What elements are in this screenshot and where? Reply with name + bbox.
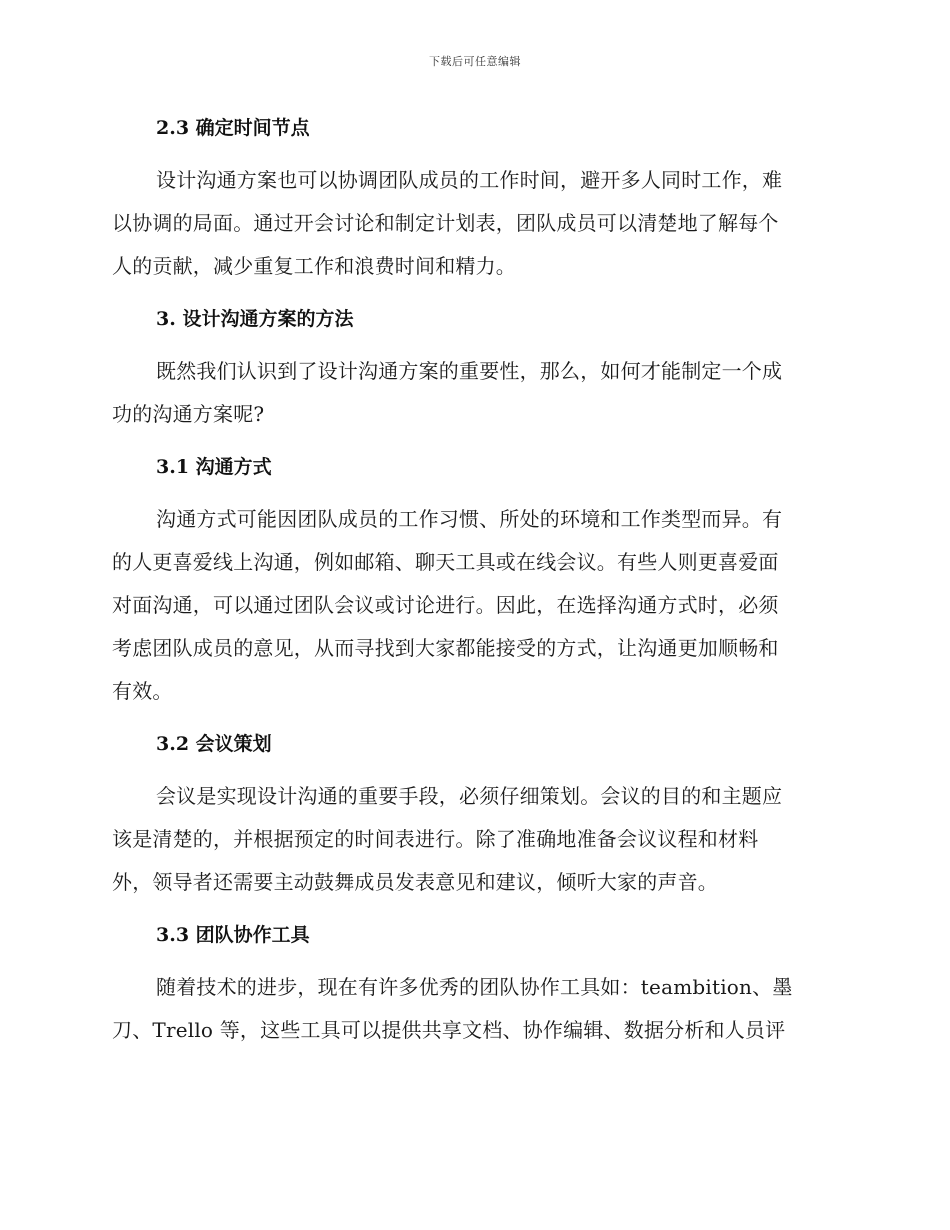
section-heading-3-1: 3.1 沟通方式 xyxy=(156,456,272,478)
paragraph-line: 以协调的局面。通过开会讨论和制定计划表，团队成员可以清楚地了解每个 xyxy=(112,211,779,235)
paragraph-2-3 xyxy=(112,159,830,288)
paragraph-line: 人的贡献，减少重复工作和浪费时间和精力。 xyxy=(112,254,516,278)
header-note: 下载后可任意编辑 xyxy=(429,55,521,68)
paragraph-line: 沟通方式可能因团队成员的工作习惯、所处的环境和工作类型而异。有 xyxy=(156,507,783,531)
paragraph-line: 有效。 xyxy=(112,679,173,703)
section-heading-3: 3. 设计沟通方案的方法 xyxy=(156,308,354,330)
paragraph-line: 会议是实现设计沟通的重要手段，必须仔细策划。会议的目的和主题应 xyxy=(156,784,783,808)
section-heading-2-3: 2.3 确定时间节点 xyxy=(156,117,310,139)
paragraph-line: 功的沟通方案呢? xyxy=(112,402,265,426)
paragraph-line: 刀、Trello 等，这些工具可以提供共享文档、协作编辑、数据分析和人员评 xyxy=(112,1018,786,1042)
document-body xyxy=(112,108,830,1052)
section-heading-3-2: 3.2 会议策划 xyxy=(156,733,272,755)
paragraph-line: 对面沟通，可以通过团队会议或讨论进行。因此，在选择沟通方式时，必须 xyxy=(112,593,779,617)
paragraph-line: 既然我们认识到了设计沟通方案的重要性，那么，如何才能制定一个成 xyxy=(156,359,783,383)
paragraph-line: 考虑团队成员的意见，从而寻找到大家都能接受的方式，让沟通更加顺畅和 xyxy=(112,636,779,660)
paragraph-line: 随着技术的进步，现在有许多优秀的团队协作工具如：teambition、墨 xyxy=(156,975,793,999)
section-heading-3-3: 3.3 团队协作工具 xyxy=(156,924,310,946)
paragraph-line: 该是清楚的，并根据预定的时间表进行。除了准确地准备会议议程和材料 xyxy=(112,827,759,851)
paragraph-line: 的人更喜爱线上沟通，例如邮箱、聊天工具或在线会议。有些人则更喜爱面 xyxy=(112,550,779,574)
paragraph-line: 设计沟通方案也可以协调团队成员的工作时间，避开多人同时工作，难 xyxy=(156,168,783,192)
paragraph-3-1 xyxy=(112,498,830,713)
paragraph-3-3 xyxy=(112,966,830,1052)
paragraph-3-2 xyxy=(112,775,830,904)
paragraph-line: 外，领导者还需要主动鼓舞成员发表意见和建议，倾听大家的声音。 xyxy=(112,870,718,894)
paragraph-3 xyxy=(112,350,830,436)
